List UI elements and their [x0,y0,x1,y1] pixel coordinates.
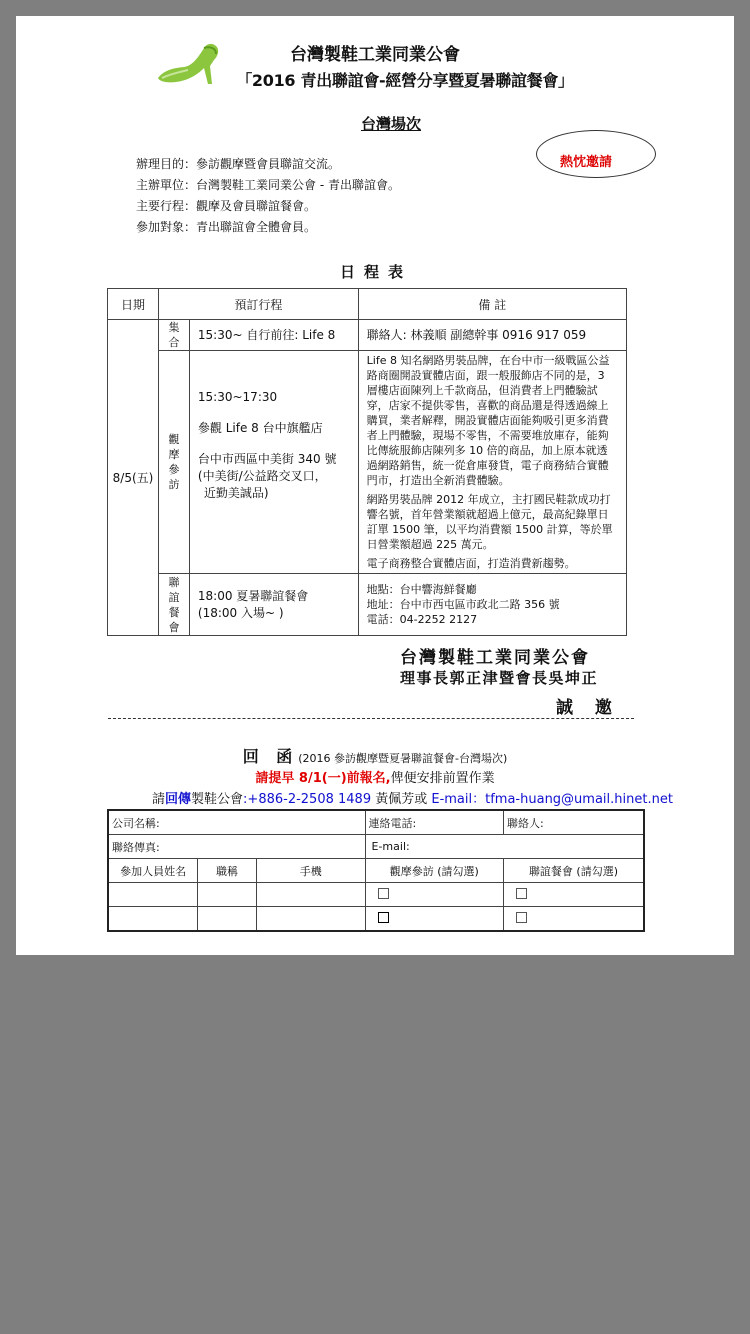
table-row [108,835,644,859]
col-dinner-check: 聯誼餐會 (請勾選) [503,859,644,883]
visit-checkbox[interactable] [365,907,503,932]
table-row [108,320,627,351]
reply-title: 回 函(2016 參訪觀摩暨夏暑聯誼餐會-台灣場次) [242,747,508,766]
name-input[interactable] [108,883,198,907]
contact-field[interactable]: 聯絡人: [503,810,644,835]
name-input[interactable] [108,907,198,932]
note-dinner: 地點：台中響海鮮餐廳 地址：台中市西屯區市政北二路 356 號 電話：04-2252 2127 [358,574,626,636]
table-row [108,810,644,835]
signature-org: 台灣製鞋工業同業公會 [400,648,590,668]
info-itinerary: 主要行程：觀摩及會員聯誼餐會。 [136,199,317,213]
email-field[interactable]: E-mail: [365,835,644,859]
signature-people: 理事長郭正津暨會長吳坤正 [400,669,599,687]
org-title: 台灣製鞋工業同業公會 [290,45,460,65]
phone-field[interactable]: 連絡電話: [365,810,503,835]
plan-dinner: 18:00 夏暑聯誼餐會 (18:00 入場~ ) [189,574,358,636]
title-input[interactable] [198,883,257,907]
title-input[interactable] [198,907,257,932]
col-visit-check: 觀摩參訪 (請勾選) [365,859,503,883]
table-row [108,574,627,636]
dinner-checkbox[interactable] [503,907,644,932]
col-mobile: 手機 [256,859,365,883]
table-row [108,883,644,907]
col-plan: 預訂行程 [158,289,358,320]
schedule-table [107,288,627,636]
cut-line [108,718,634,719]
schedule-header-row [108,289,627,320]
bubble-text: 熱忱邀請 [560,155,613,170]
table-row [108,351,627,574]
table-row [108,859,644,883]
col-participant-name: 參加人員姓名 [108,859,198,883]
venue-heading: 台灣場次 [361,115,422,133]
date-cell: 8/5(五) [108,320,159,636]
signature-invite: 誠 邀 [556,698,620,718]
col-date: 日期 [108,289,159,320]
note-gather: 聯絡人: 林義順 副總幹事 0916 917 059 [358,320,626,351]
visit-checkbox[interactable] [365,883,503,907]
event-title: 「2016 青出聯誼會-經營分享暨夏暑聯誼餐會」 [236,71,574,90]
plan-visit: 15:30~17:30 參觀 Life 8 台中旗艦店 台中市西區中美街 340 號 (中美街/公益路交叉口， 近勤美誠品) [189,351,358,574]
schedule-title: 日程表 [340,263,413,281]
dinner-checkbox[interactable] [503,883,644,907]
row-label-gather: 集 合 [158,320,189,351]
fax-field[interactable]: 聯絡傳真: [108,835,365,859]
table-row [108,907,644,932]
mobile-input[interactable] [256,907,365,932]
reply-form [107,809,645,932]
col-job-title: 職稱 [198,859,257,883]
info-participants: 參加對象：青出聯誼會全體會員。 [136,220,317,234]
row-label-visit: 觀 摩 參 訪 [158,351,189,574]
mobile-input[interactable] [256,883,365,907]
plan-gather: 15:30~ 自行前往: Life 8 [189,320,358,351]
info-organizer: 主辦單位：台灣製鞋工業同業公會 - 青出聯誼會。 [136,178,400,192]
reply-fax-line: 請回傳製鞋公會:+886-2-2508 1489 黃佩芳或 E-mail：tfma-huang@umail.hinet.net [152,792,673,807]
note-visit: Life 8 知名網路男裝品牌，在台中市一級戰區公益路商圈開設實體店面，跟一般服飾店不同的是，3 層樓店面陳列上千款商品，但消費者上門體驗試穿，店家不提供零售，喜歡的商品還是得透過線上購買，業者解釋，開設實體店面能夠吸引更多消費者上門體驗，現場不零售，不需要堆放庫存，能夠比傳統服飾店陳列多 10 倍的商品，加上原本就透過網路銷售，統一從倉庫發貨，電子商務結合實體門市，打造出全新消費體驗。 網路男裝品牌 2012 年成立，主打國民鞋款成功打響名號，首年營業額就超過上億元，最高紀錄單日訂單 1500 筆，以平均消費額 1500 計算，等於單日營業額超過 225 萬元。 電子商務整合實體店面，打造消費新趨勢。 [358,351,626,574]
info-purpose: 辦理目的：參訪觀摩暨會員聯誼交流。 [136,157,341,171]
row-label-dinner: 聯 誼 餐 會 [158,574,189,636]
reply-deadline: 請提早 8/1(一)前報名,俾便安排前置作業 [255,771,495,786]
company-field[interactable]: 公司名稱: [108,810,365,835]
email-link[interactable]: ：tfma-huang@umail.hinet.net [472,792,673,807]
col-note: 備 註 [358,289,626,320]
